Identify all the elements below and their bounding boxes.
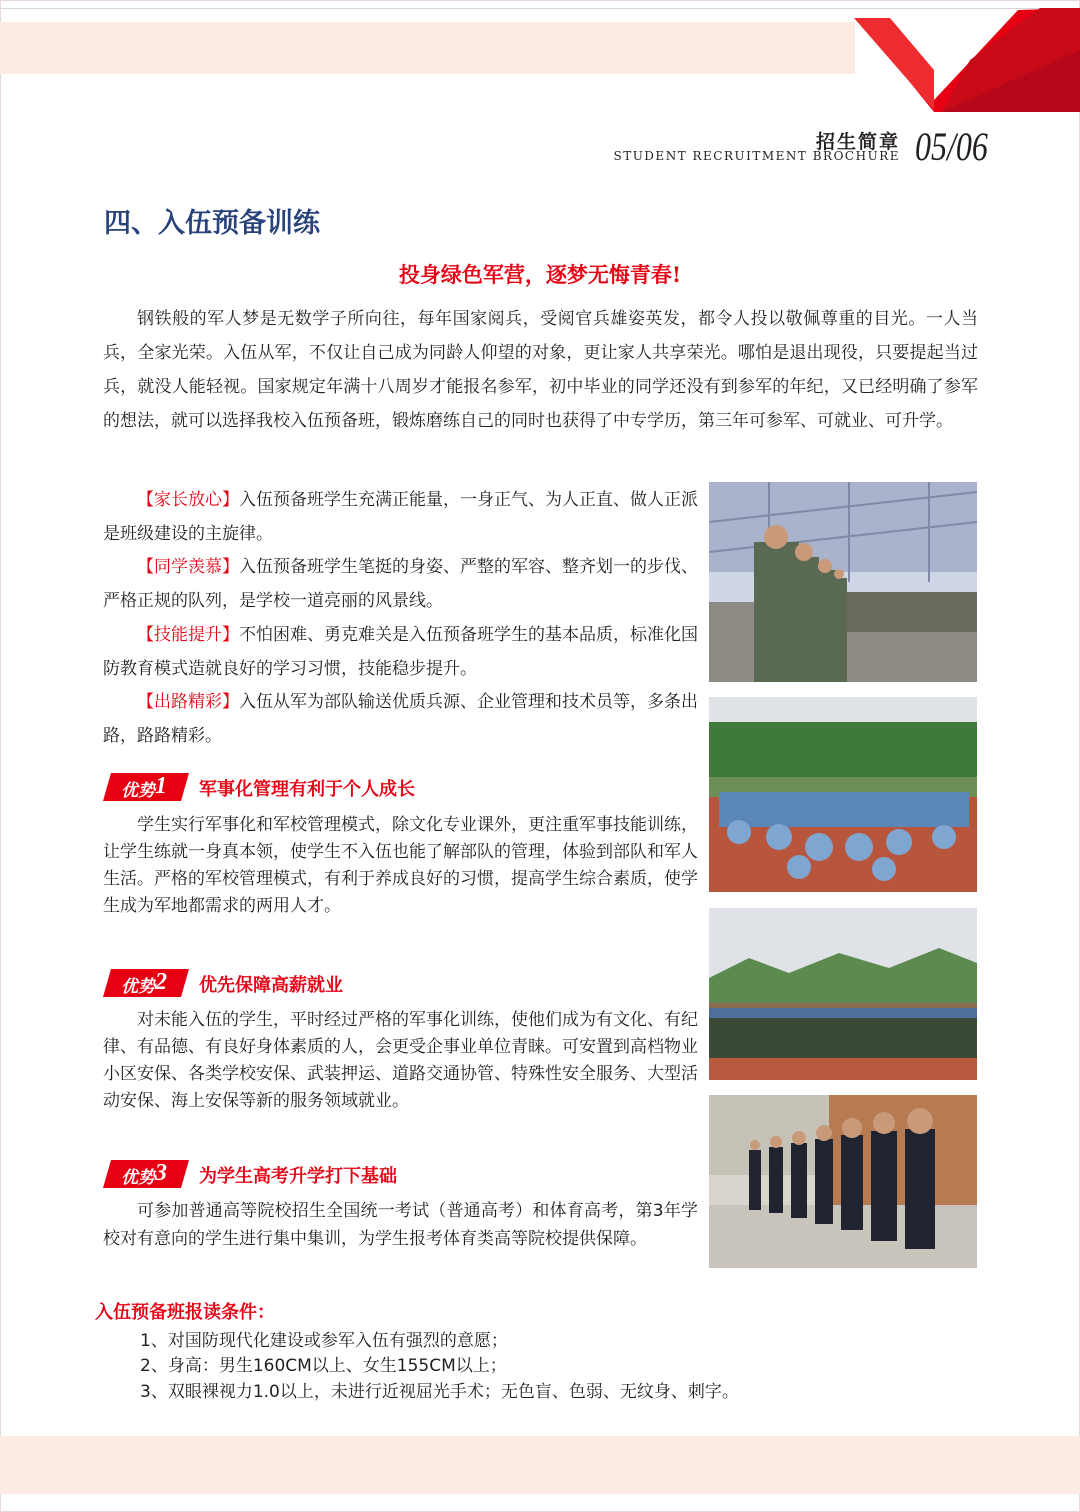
feature-tag: 【同学羡慕】 xyxy=(137,557,239,577)
brochure-subtitle: STUDENT RECRUITMENT BROCHURE xyxy=(613,149,900,163)
feature-item xyxy=(103,618,698,686)
advantage-badge-label: 优势2 xyxy=(121,969,167,997)
advantage-badge-label: 优势3 xyxy=(121,1160,167,1188)
condition-item: 2、身高：男生160CM以上、女生155CM以上； xyxy=(140,1356,507,1376)
intro-paragraph: 钢铁般的军人梦是无数学子所向往，每年国家阅兵，受阅官兵雄姿英发，都令人投以敬佩尊重的目光。一人当兵，全家光荣。入伍从军，不仅让自己成为同龄人仰望的对象，更让家人共享荣光。哪怕是退出现役，只要提起当过兵，就没人能轻视。国家规定年满十八周岁才能报名参军，初中毕业的同学还没有到参军的年纪，又已经明确了参军的想法，就可以选择我校入伍预备班，锻炼磨练自己的同时也获得了中专学历，第三年可参军、可就业、可升学。 xyxy=(103,309,978,431)
advantage-badge-label: 优势1 xyxy=(121,773,167,801)
advantage-title: 军事化管理有利于个人成长 xyxy=(199,779,415,800)
photo-outdoor-drill xyxy=(709,697,977,892)
bottom-decor-band xyxy=(0,1436,1080,1494)
advantage-text-3: 可参加普通高等院校招生全国统一考试（普通高考）和体育高考，第3年学校对有意向的学生进行集中集训，为学生报考体育类高等院校提供保障。 xyxy=(103,1201,698,1249)
slogan: 投身绿色军营，逐梦无悔青春! xyxy=(398,262,682,287)
photo-indoor-drill xyxy=(709,482,977,682)
feature-text: 入伍预备班学生笔挺的身姿、严整的军容、整齐划一的步伐、严格正规的队列，是学校一道亮丽的风景线。 xyxy=(103,557,698,611)
advantage-title: 为学生高考升学打下基础 xyxy=(199,1166,397,1187)
photo-parade-ground xyxy=(709,908,977,1080)
photo-salute-line xyxy=(709,1095,977,1268)
advantage-text-2: 对未能入伍的学生，平时经过严格的军事化训练，使他们成为有文化、有纪律、有品德、有良好身体素质的人，会更受企事业单位青睐。可安置到高档物业小区安保、各类学校安保、武装押运、道路交通协管、特殊性安全服务、大型活动安保、海上安保等新的服务领域就业。 xyxy=(103,1010,698,1111)
top-decor-band xyxy=(0,22,855,74)
condition-item: 3、双眼裸视力1.0以上，未进行近视屈光手术；无色盲、色弱、无纹身、刺字。 xyxy=(140,1382,739,1402)
condition-item: 1、对国防现代化建设或参军入伍有强烈的意愿； xyxy=(140,1331,508,1351)
feature-tag: 【出路精彩】 xyxy=(137,692,239,712)
feature-text: 入伍从军为部队输送优质兵源、企业管理和技术员等，多条出路，路路精彩。 xyxy=(103,692,698,746)
section-title: 四、入伍预备训练 xyxy=(104,208,320,239)
feature-item xyxy=(103,483,698,551)
advantage-text-1: 学生实行军事化和军校管理模式，除文化专业课外，更注重军事技能训练，让学生练就一身真本领，使学生不入伍也能了解部队的管理，体验到部队和军人生活。严格的军校管理模式，有利于养成良好的习惯，提高学生综合素质，使学生成为军地都需求的两用人才。 xyxy=(103,815,698,916)
brochure-title: 招生简章 xyxy=(815,131,900,153)
page-number: 05/06 xyxy=(915,124,988,169)
brand-v-logo xyxy=(850,0,1080,112)
advantage-header-2 xyxy=(103,969,703,997)
advantage-header-1 xyxy=(103,773,703,801)
feature-item xyxy=(103,550,698,618)
feature-text: 入伍预备班学生充满正能量，一身正气、为人正直、做人正派是班级建设的主旋律。 xyxy=(103,490,698,544)
feature-text: 不怕困难、勇克难关是入伍预备班学生的基本品质，标准化国防教育模式造就良好的学习习惯，技能稳步提升。 xyxy=(103,625,698,679)
feature-item xyxy=(103,685,698,753)
conditions-title: 入伍预备班报读条件： xyxy=(95,1302,275,1323)
feature-tag: 【家长放心】 xyxy=(137,490,239,510)
feature-tag: 【技能提升】 xyxy=(137,625,239,645)
advantage-header-3 xyxy=(103,1160,703,1188)
advantage-title: 优先保障高薪就业 xyxy=(199,975,343,996)
